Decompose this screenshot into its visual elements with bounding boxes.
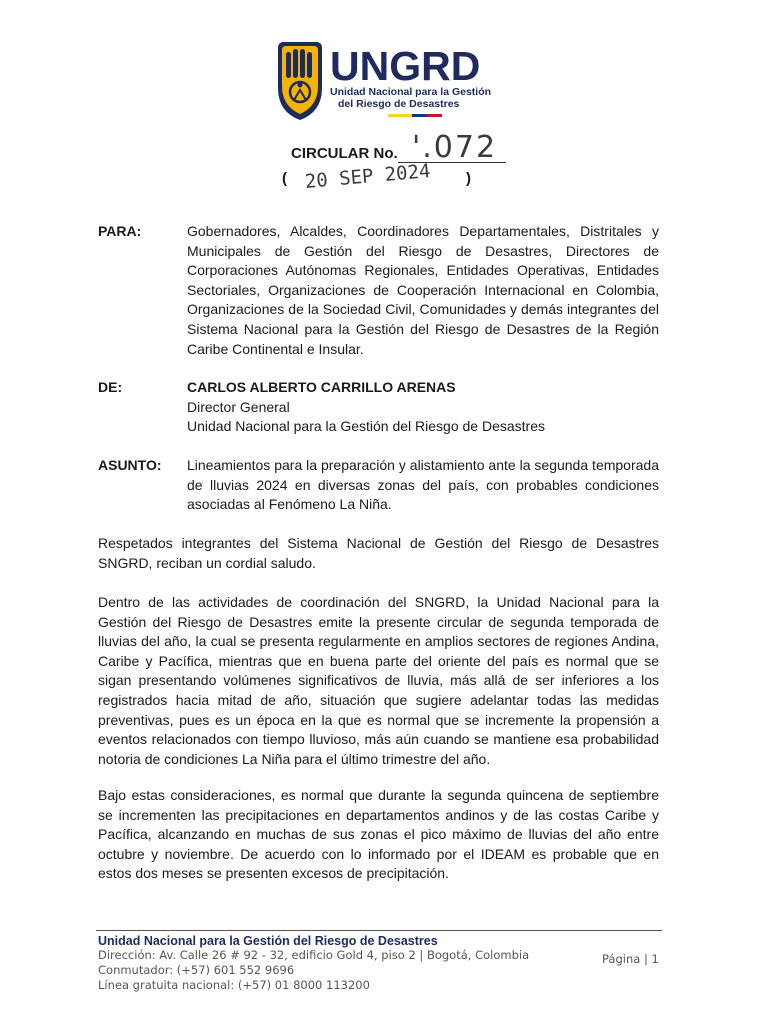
greeting-paragraph: Respetados integrantes del Sistema Nacional de Gestión del Riesgo de Desastres SNGRD, reciban un cordial saludo. bbox=[98, 535, 659, 571]
sender-name: CARLOS ALBERTO CARRILLO ARENAS bbox=[187, 379, 456, 395]
body-paragraph-1: Dentro de las actividades de coordinación del SNGRD, la Unidad Nacional para la Gestión del Riesgo de Desastres emite la presente circular de segunda temporada de lluvias del año, la cual se presenta regularmente en amplios sectores de regiones Andina, Caribe y Pacífica, mientras que en buena parte del oriente del país es normal que se sigan presentando volúmenes significativos de lluvia, más allá de ser inferiores a los registrados hacia mitad de año, situación que sugiere adelantar todas las medidas preventivas, pues es un época en la que es normal que se incremente la propensión a eventos relacionados con tiempo lluvioso, más aún cuando se mantiene esa probabilidad notoria de condiciones La Niña para el último trimestre del año. bbox=[98, 594, 659, 767]
footer-organization: Unidad Nacional para la Gestión del Riesgo de Desastres bbox=[98, 934, 438, 948]
date-open-paren: ( bbox=[282, 170, 287, 187]
sender-title: Director General bbox=[187, 398, 290, 415]
de-label: DE: bbox=[98, 379, 123, 395]
logo-subtitle-line1: Unidad Nacional para la Gestión bbox=[330, 86, 492, 98]
date-stamp: 20 SEP 2024 bbox=[304, 160, 432, 193]
logo-subtitle bbox=[330, 86, 500, 110]
logo-subtitle-line2: del Riesgo de Desastres bbox=[338, 98, 460, 110]
circular-number: '.072 bbox=[412, 130, 498, 165]
subject-text: Lineamientos para la preparación y alistamiento ante la segunda temporada de lluvias 2024 en diversas zonas del país, con probables condiciones asociadas al Fenómeno La Niña. bbox=[187, 457, 659, 513]
asunto-label: ASUNTO: bbox=[98, 457, 162, 473]
footer-address: Dirección: Av. Calle 26 # 92 - 32, edificio Gold 4, piso 2 | Bogotá, Colombia bbox=[98, 948, 530, 962]
footer-divider bbox=[96, 930, 662, 931]
para-label: PARA: bbox=[98, 223, 142, 239]
ungrd-emblem-icon bbox=[274, 42, 326, 122]
logo-acronym: UNGRD bbox=[330, 43, 481, 89]
body-paragraph-2: Bajo estas consideraciones, es normal que durante la segunda quincena de septiembre se incrementen las precipitaciones en departamentos andinos y de las costas Caribe y Pacífica, alcanzando en muchas de sus zonas el pico máximo de lluvias del año entre octubre y noviembre. De acuerdo con lo informado por el IDEAM es probable que en estos dos meses se presenten excesos de precipitación. bbox=[98, 787, 659, 882]
circular-label: CIRCULAR No. bbox=[291, 145, 398, 162]
date-close-paren: ) bbox=[466, 170, 471, 187]
colombia-flag-stripe bbox=[388, 114, 442, 117]
footer-phone: Conmutador: (+57) 601 552 9696 bbox=[98, 963, 295, 977]
sender-organization: Unidad Nacional para la Gestión del Riesgo de Desastres bbox=[187, 418, 545, 435]
footer-hotline: Línea gratuita nacional: (+57) 01 8000 113200 bbox=[98, 978, 370, 992]
page-number: Página | 1 bbox=[602, 952, 659, 966]
sender-block bbox=[187, 378, 659, 437]
para-recipients: Gobernadores, Alcaldes, Coordinadores Departamentales, Distritales y Municipales de Gestión del Riesgo de Desastres, Directores de Corporaciones Autónomas Regionales, Entidades Operativas, Entidades Sectoriales, Organizaciones de Cooperación Internacional en Colombia, Organizaciones de la Sociedad Civil, Comunidades y demás integrantes del Sistema Nacional para la Gestión del Riesgo de Desastres de la Región Caribe Continental e Insular. bbox=[187, 223, 659, 357]
